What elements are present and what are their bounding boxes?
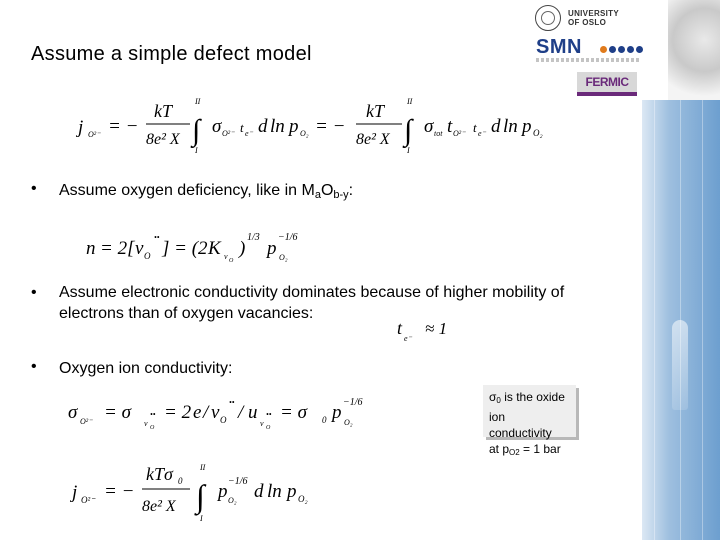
svg-text:t: t <box>473 120 477 135</box>
svg-text:O²⁻: O²⁻ <box>81 495 95 505</box>
svg-text:= σ: = σ <box>104 402 131 423</box>
svg-text:/: / <box>238 402 244 423</box>
university-seal-logo <box>535 5 561 31</box>
svg-text:t: t <box>397 318 403 338</box>
bullet-marker: • <box>31 284 37 301</box>
svg-text:K: K <box>208 238 221 259</box>
university-line1: UNIVERSITY <box>568 9 620 18</box>
svg-text:1/3: 1/3 <box>247 232 260 243</box>
svg-text:I: I <box>407 146 410 155</box>
svg-text:v: v <box>135 238 144 259</box>
svg-text:II: II <box>407 97 413 106</box>
formula-subscript-a: a <box>314 189 321 201</box>
svg-text:ln: ln <box>270 116 285 137</box>
svg-text:∫: ∫ <box>196 478 205 514</box>
svg-text:t: t <box>240 120 244 135</box>
bullet-oxygen-deficiency <box>59 180 353 206</box>
svg-text:O₂: O₂ <box>533 128 543 138</box>
bullet-text-line2: electrons than of oxygen vacancies: <box>59 305 314 322</box>
svg-text:0: 0 <box>322 415 327 425</box>
svg-text:••: •• <box>150 410 156 419</box>
flux-equation <box>70 95 560 157</box>
svg-text:/: / <box>203 402 209 423</box>
svg-text:p: p <box>287 481 297 502</box>
svg-text:= −: = − <box>108 116 139 137</box>
sigma-symbol: σ <box>489 390 497 404</box>
note-text-3: at p <box>489 442 510 456</box>
note-text-2: ion conductivity <box>489 410 552 440</box>
svg-text:O₂: O₂ <box>298 494 308 504</box>
svg-text:O: O <box>266 425 271 431</box>
svg-text:d: d <box>491 116 501 137</box>
svg-text:e: e <box>193 402 202 423</box>
svg-text:O²⁻: O²⁻ <box>453 129 466 138</box>
svg-text:••: •• <box>229 398 235 407</box>
svg-text:∫: ∫ <box>404 114 413 147</box>
svg-text:σ: σ <box>212 116 222 137</box>
svg-text:= −: = − <box>315 116 346 137</box>
svg-text:O: O <box>150 425 155 431</box>
svg-text:σ: σ <box>68 402 78 423</box>
svg-text:kT: kT <box>366 101 384 121</box>
svg-text:••: •• <box>154 233 160 242</box>
svg-text:p: p <box>267 238 277 259</box>
note-text-4: = 1 bar <box>519 442 561 456</box>
bust-decoration <box>668 0 720 100</box>
svg-text:O²⁻: O²⁻ <box>222 129 235 138</box>
bullet-text: Assume oxygen deficiency, like in M <box>59 182 315 199</box>
ion-conductivity-equation <box>66 394 396 434</box>
svg-text:j: j <box>78 117 84 138</box>
university-logo-text <box>568 9 619 27</box>
panel-stripe <box>702 100 703 540</box>
panel-stripe <box>654 100 655 540</box>
svg-text:v: v <box>260 419 264 428</box>
svg-text:I: I <box>195 146 198 155</box>
svg-text:= σ: = σ <box>280 402 307 423</box>
bullet-marker: • <box>31 180 37 197</box>
svg-text:∫: ∫ <box>192 114 201 147</box>
svg-text:8e² X: 8e² X <box>142 498 176 515</box>
svg-text:): ) <box>239 238 246 259</box>
formula-oxygen: O <box>320 182 334 199</box>
bullet-marker: • <box>31 358 37 375</box>
svg-text:O: O <box>220 415 227 425</box>
svg-text:kTσ: kTσ <box>146 464 173 484</box>
bullet-text-line1: Assume electronic conductivity dominates because of higher mobility of <box>59 284 565 301</box>
svg-text:v: v <box>144 419 148 428</box>
svg-text:••: •• <box>266 410 272 419</box>
svg-text:p: p <box>289 116 299 137</box>
svg-text:e⁻: e⁻ <box>478 129 486 138</box>
svg-text:d: d <box>258 116 268 137</box>
svg-text:8e² X: 8e² X <box>356 131 390 148</box>
svg-text:O₂: O₂ <box>228 496 237 505</box>
smn-logo: SMN <box>536 36 582 58</box>
svg-text:O₂: O₂ <box>300 129 309 138</box>
vacancy-concentration-equation <box>84 228 344 270</box>
svg-text:−1/6: −1/6 <box>278 232 298 243</box>
sigma0-note <box>483 385 576 457</box>
svg-text:O²⁻: O²⁻ <box>88 130 101 139</box>
bullet-tail: : <box>348 182 354 199</box>
formula-subscript-b: b-y <box>333 189 349 201</box>
svg-text:ln: ln <box>267 481 282 502</box>
svg-text:O₂: O₂ <box>344 418 353 427</box>
svg-text:= 2[: = 2[ <box>100 238 135 259</box>
pressure-subscript: O2 <box>509 448 520 457</box>
sigma-subscript: 0 <box>496 396 501 405</box>
svg-text:0: 0 <box>178 476 183 486</box>
svg-text:= −: = − <box>104 481 135 502</box>
svg-text:j: j <box>72 482 78 503</box>
svg-text:p: p <box>218 481 228 502</box>
svg-text:−1/6: −1/6 <box>228 476 248 487</box>
transport-number-equation <box>395 314 465 348</box>
svg-text:ln: ln <box>503 116 518 137</box>
svg-text:II: II <box>200 463 206 472</box>
svg-text:e⁻: e⁻ <box>404 334 412 343</box>
svg-text:d: d <box>254 481 264 502</box>
svg-text:= 2: = 2 <box>164 402 192 423</box>
svg-text:I: I <box>200 514 203 523</box>
university-line2: OF OSLO <box>568 18 607 27</box>
note-text-1: is the oxide <box>500 390 565 404</box>
svg-text:kT: kT <box>154 101 172 121</box>
smn-logo-subtitle <box>536 58 640 62</box>
svg-text:tot: tot <box>434 129 443 138</box>
svg-text:n: n <box>86 238 96 259</box>
svg-text:≈ 1: ≈ 1 <box>425 319 448 338</box>
side-decoration-panel <box>642 100 720 540</box>
svg-text:v: v <box>224 252 228 261</box>
svg-text:−1/6: −1/6 <box>343 397 363 408</box>
svg-text:O: O <box>229 258 234 264</box>
svg-text:] = (2: ] = (2 <box>162 238 208 259</box>
svg-text:O: O <box>144 251 151 261</box>
svg-text:II: II <box>195 97 201 106</box>
svg-text:p: p <box>332 402 342 423</box>
svg-text:u: u <box>248 402 258 423</box>
svg-text:8e² X: 8e² X <box>146 131 180 148</box>
bullet-electronic-conductivity <box>59 282 564 324</box>
svg-text:t: t <box>447 116 453 137</box>
fermic-logo: FERMIC <box>577 72 637 96</box>
bullet-oxygen-ion-conductivity: Oxygen ion conductivity: <box>59 360 233 377</box>
svg-text:p: p <box>522 116 532 137</box>
svg-text:v: v <box>211 402 220 423</box>
flux-sigma0-equation <box>68 460 338 526</box>
statue-silhouette <box>672 320 688 410</box>
smn-logo-dots <box>600 40 645 58</box>
svg-text:σ: σ <box>424 116 434 137</box>
svg-text:O₂: O₂ <box>279 253 288 262</box>
svg-text:O²⁻: O²⁻ <box>80 417 93 426</box>
svg-text:e⁻: e⁻ <box>245 129 253 138</box>
slide-title: Assume a simple defect model <box>31 43 312 65</box>
